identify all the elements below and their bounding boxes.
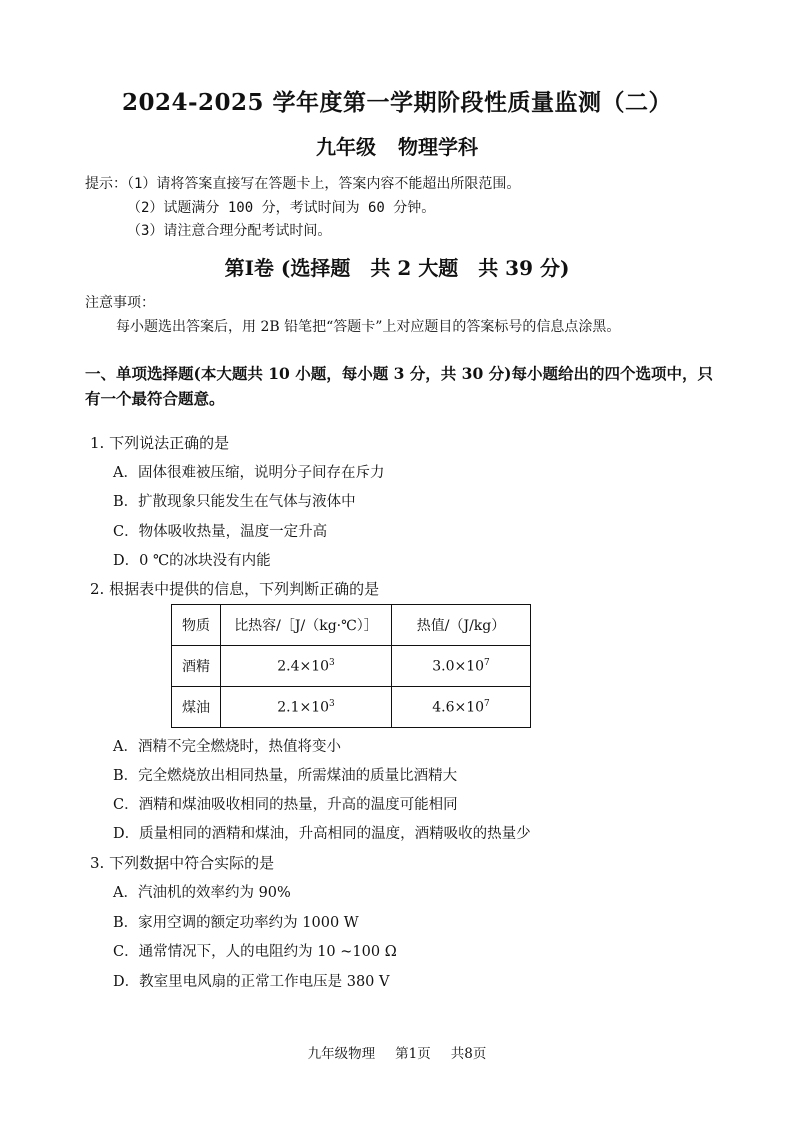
footer-total-pages: 共8页 xyxy=(450,1046,487,1062)
question-option: C．物体吸收热量，温度一定升高 xyxy=(113,524,328,540)
subject-label: 物理学科 xyxy=(398,135,478,159)
table-header-row xyxy=(172,605,531,646)
table-cell: $3.0\times 10^7$ xyxy=(392,646,531,687)
question-option: B．扩散现象只能发生在气体与液体中 xyxy=(113,494,356,510)
question-option: C．酒精和煤油吸收相同的热量，升高的温度可能相同 xyxy=(113,797,458,813)
question-option: D．质量相同的酒精和煤油，升高相同的温度，酒精吸收的热量少 xyxy=(113,826,531,842)
question-stem: 3. 下列数据中符合实际的是 xyxy=(90,854,275,872)
table-header-cell: 比热容/［J/（kg·℃）］ xyxy=(221,605,392,646)
question-option: A．酒精不完全燃烧时，热值将变小 xyxy=(113,739,341,755)
question-stem: 2. 根据表中提供的信息，下列判断正确的是 xyxy=(90,580,380,598)
footer-page-number: 第1页 xyxy=(395,1046,431,1062)
question-option: D．教室里电风扇的正常工作电压是 380 V xyxy=(113,974,390,990)
table-header-cell: 物质 xyxy=(172,605,221,646)
grade-label: 九年级 xyxy=(316,135,376,159)
table-header-cell: 热值/（J/kg） xyxy=(392,605,531,646)
part-one-heading: 一、单项选择题(本大题共 10 小题，每小题 3 分，共 30 分)每小题给出的四个选项中，只有一个最符合题意。 xyxy=(85,364,713,408)
table-cell: $4.6\times 10^7$ xyxy=(392,687,531,728)
tip-item: （2）试题满分 100 分，考试时间为 60 分钟。 xyxy=(127,200,436,216)
exam-title: 2024-2025 学年度第一学期阶段性质量监测（二） xyxy=(121,89,673,116)
question-option: B．家用空调的额定功率约为 1000 W xyxy=(113,915,359,931)
question-option: A．固体很难被压缩，说明分子间存在斥力 xyxy=(113,465,385,481)
table-cell: 煤油 xyxy=(172,687,221,728)
question-option: C．通常情况下，人的电阻约为 10 ~100 Ω xyxy=(113,944,397,960)
question-option: B．完全燃烧放出相同热量，所需煤油的质量比酒精大 xyxy=(113,768,458,784)
exam-subtitle xyxy=(0,131,794,160)
table-cell: 酒精 xyxy=(172,646,221,687)
section-title: 第Ⅰ卷 (选择题 共 2 大题 共 39 分) xyxy=(224,256,570,280)
note-heading: 注意事项： xyxy=(85,295,155,311)
tip-item: （3）请注意合理分配考试时间。 xyxy=(127,223,332,239)
tips-label: 提示： xyxy=(85,176,127,192)
data-table xyxy=(171,604,531,728)
question-stem: 1. 下列说法正确的是 xyxy=(90,434,230,452)
question-option: A．汽油机的效率约为 90% xyxy=(113,885,291,901)
table-cell: $2.1\times 10^3$ xyxy=(221,687,392,728)
question-option: D．0 ℃的冰块没有内能 xyxy=(113,553,271,569)
table-row xyxy=(172,687,531,728)
tip-item: （1）请将答案直接写在答题卡上，答案内容不能超出所限范围。 xyxy=(127,176,521,192)
footer-grade-subject: 九年级物理 xyxy=(307,1046,376,1062)
table-cell: $2.4\times 10^3$ xyxy=(221,646,392,687)
table-row xyxy=(172,646,531,687)
page-footer xyxy=(0,1042,794,1062)
tips-line-1 xyxy=(85,173,520,193)
note-body: 每小题选出答案后，用 2B 铅笔把“答题卡”上对应题目的答案标号的信息点涂黑。 xyxy=(116,319,621,335)
